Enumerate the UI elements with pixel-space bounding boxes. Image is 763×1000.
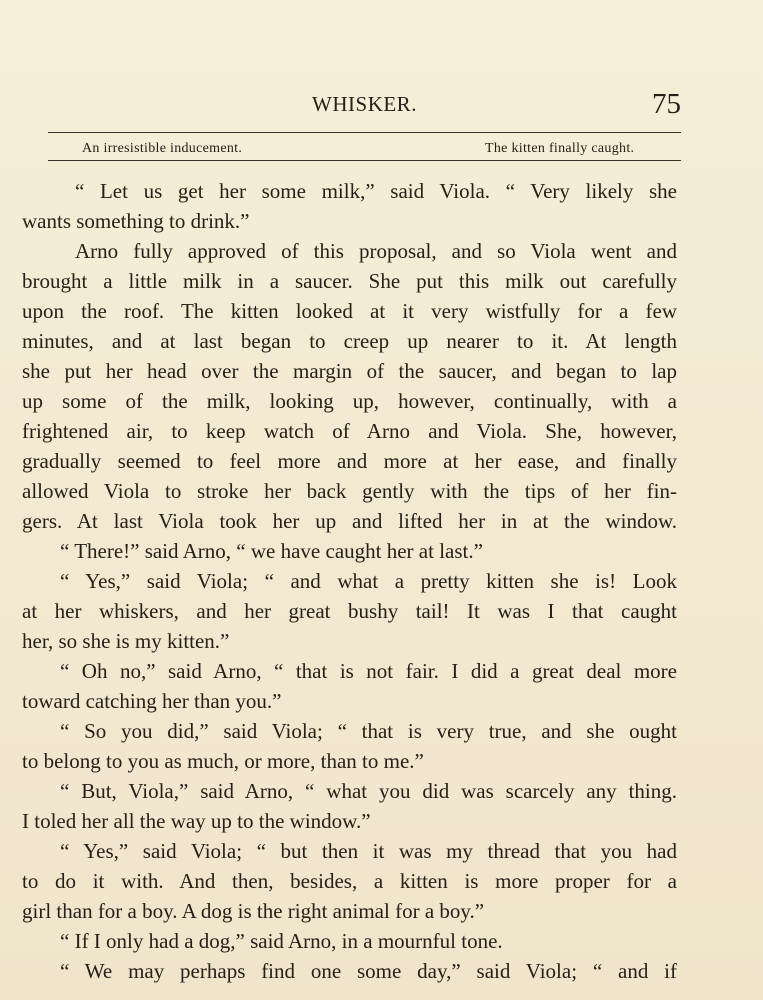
text-line: at her whiskers, and her great bushy tail! It was I that caught <box>22 599 677 623</box>
text-line: “ We may perhaps find one some day,” said Viola; “ and if <box>60 959 677 983</box>
text-line: she put her head over the margin of the saucer, and began to lap <box>22 359 677 383</box>
text-line: to belong to you as much, or more, than to me.” <box>22 749 424 773</box>
text-line: frightened air, to keep watch of Arno and Viola. She, however, <box>22 419 677 443</box>
text-line: I toled her all the way up to the window.” <box>22 809 371 833</box>
sidenote-left: An irresistible inducement. <box>82 141 243 156</box>
text-line: up some of the milk, looking up, however, continually, with a <box>22 389 677 413</box>
text-line: gers. At last Viola took her up and lifted her in at the window. <box>22 509 677 533</box>
text-line: her, so she is my kitten.” <box>22 629 230 653</box>
text-line: “ Let us get her some milk,” said Viola. “ Very likely she <box>75 179 677 203</box>
text-line: “ Yes,” said Viola; “ but then it was my thread that you had <box>60 839 677 863</box>
text-line: allowed Viola to stroke her back gently with the tips of her fin- <box>22 479 677 503</box>
text-line: toward catching her than you.” <box>22 689 282 713</box>
text-line: “ Oh no,” said Arno, “ that is not fair. I did a great deal more <box>60 659 677 683</box>
text-line: “ But, Viola,” said Arno, “ what you did was scarcely any thing. <box>60 779 677 803</box>
text-line: gradually seemed to feel more and more at her ease, and finally <box>22 449 677 473</box>
text-line: “ So you did,” said Viola; “ that is very true, and she ought <box>60 719 677 743</box>
text-line: “ Yes,” said Viola; “ and what a pretty kitten she is! Look <box>60 569 677 593</box>
text-line: upon the roof. The kitten looked at it very wistfully for a few <box>22 299 677 323</box>
running-title: WHISKER. <box>312 92 417 116</box>
text-line: “ There!” said Arno, “ we have caught her at last.” <box>60 539 483 563</box>
text-line: minutes, and at last began to creep up nearer to it. At length <box>22 329 677 353</box>
text-line: “ If I only had a dog,” said Arno, in a mournful tone. <box>60 929 503 953</box>
text-line: Arno fully approved of this proposal, and so Viola went and <box>75 239 677 263</box>
sidenote-right: The kitten finally caught. <box>485 141 635 156</box>
text-line: girl than for a boy. A dog is the right animal for a boy.” <box>22 899 485 923</box>
text-line: to do it with. And then, besides, a kitten is more proper for a <box>22 869 677 893</box>
page-number: 75 <box>652 88 681 120</box>
text-line: wants something to drink.” <box>22 209 250 233</box>
running-head <box>48 90 681 120</box>
header-rule <box>48 132 681 133</box>
subheader-rule <box>48 160 681 161</box>
text-line: brought a little milk in a saucer. She put this milk out carefully <box>22 269 677 293</box>
